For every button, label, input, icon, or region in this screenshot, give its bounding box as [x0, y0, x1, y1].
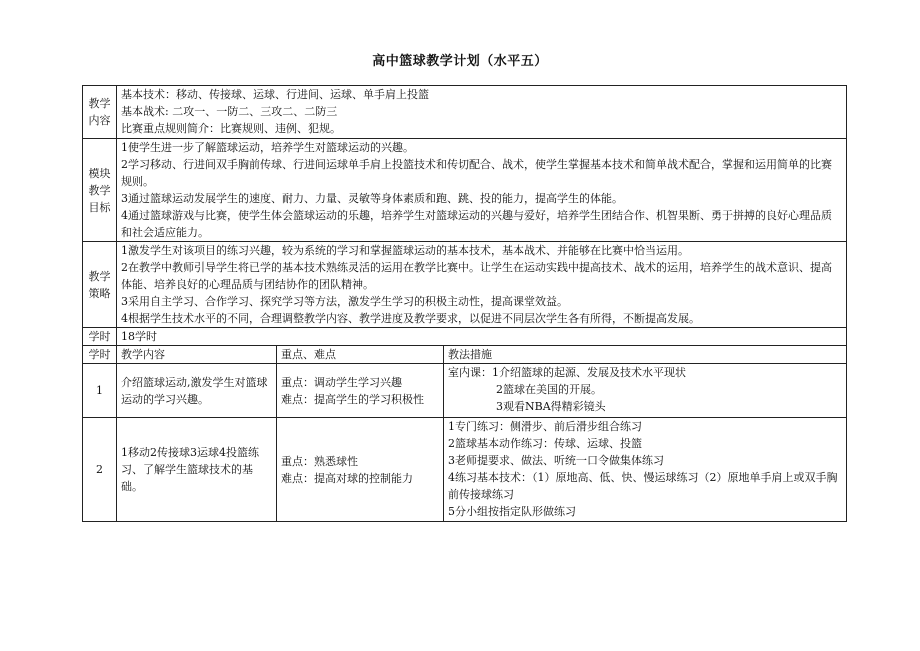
strategy-item: 3采用自主学习、合作学习、探究学习等方法，激发学生学习的积极主动性，提高课堂效益。: [121, 295, 568, 308]
difficulty: 难点：提高学生的学习积极性: [281, 392, 424, 406]
goal-item: 2学习移动、行进间双手胸前传球、行进间运球单手肩上投篮技术和传切配合、战术，使学生掌握基本技术和简单战术配合，掌握和运用简单的比赛规则。: [121, 158, 832, 188]
header-content: 教学内容: [117, 346, 277, 364]
lesson-number: 1: [83, 364, 117, 418]
strategy-item: 2在教学中教师引导学生将已学的基本技术熟练灵活的运用在教学比赛中。让学生在运动实践中提高技术、战术的运用，培养学生的战术意识、提高体能、培养良好的心理品质与团结协作的团队精神。: [121, 261, 832, 291]
goal-item: 4通过篮球游戏与比赛，使学生体会篮球运动的乐趣，培养学生对篮球运动的兴趣与爱好，培养学生团结合作、机智果断、勇于拼搏的良好心理品质和社会适应能力。: [121, 209, 832, 239]
content-label: 教学 内容: [83, 86, 117, 139]
strategy-label: 教学 策略: [83, 242, 117, 328]
goals-cell: [117, 139, 847, 242]
content-cell: [117, 86, 847, 139]
lesson-methods: [444, 364, 847, 418]
method-item: 4练习基本技术：（1）原地高、低、快、慢运球练习（2）原地单手肩上或双手胸前传接球练习: [448, 471, 838, 501]
method-item: 2篮球基本动作练习：传球、运球、投篮: [448, 437, 642, 450]
lesson-header-row: [83, 346, 847, 364]
header-methods: 教法措施: [444, 346, 847, 364]
hours-label: 学时: [83, 328, 117, 346]
method-item: 2篮球在美国的开展。: [496, 383, 602, 396]
key-point: 重点：调动学生学习兴趣: [281, 375, 402, 389]
teaching-plan-table: [82, 85, 847, 522]
method-item: 室内课：1介绍篮球的起源、发展及技术水平现状: [448, 366, 686, 379]
lesson-number: 2: [83, 418, 117, 522]
header-hours: 学时: [83, 346, 117, 364]
hours-value: 18学时: [117, 328, 847, 346]
lesson-key-points: [277, 418, 444, 522]
lesson-methods: [444, 418, 847, 522]
strategy-row: [83, 242, 847, 328]
strategy-item: 1激发学生对该项目的练习兴趣，较为系统的学习和掌握篮球运动的基本技术，基本战术、并能够在比赛中恰当运用。: [121, 244, 689, 257]
strategy-cell: [117, 242, 847, 328]
hours-row: [83, 328, 847, 346]
difficulty: 难点：提高对球的控制能力: [281, 471, 413, 485]
lesson-key-points: [277, 364, 444, 418]
method-item: 3观看NBA得精彩镜头: [496, 400, 606, 413]
goal-item: 1使学生进一步了解篮球运动，培养学生对篮球运动的兴趣。: [121, 141, 414, 154]
key-point: 重点：熟悉球性: [281, 454, 358, 468]
content-row: [83, 86, 847, 139]
header-key-points: 重点、难点: [277, 346, 444, 364]
method-item: 5分小组按指定队形做练习: [448, 505, 576, 518]
method-item: 1专门练习：侧滑步、前后滑步组合练习: [448, 420, 642, 433]
document-title: 高中篮球教学计划（水平五）: [372, 54, 548, 69]
lesson-row: [83, 418, 847, 522]
goal-item: 3通过篮球运动发展学生的速度、耐力、力量、灵敏等身体素质和跑、跳、投的能力，提高学生的体能。: [121, 192, 623, 205]
goals-label: 模块 教学 目标: [83, 139, 117, 242]
method-item: 3老师提要求、做法、听统一口令做集体练习: [448, 454, 664, 467]
content-line: 基本战术: 二攻一、一防二、三攻二、二防三: [121, 105, 338, 118]
lesson-row: [83, 364, 847, 418]
content-line: 比赛重点规则简介：比赛规则、违例、犯规。: [121, 122, 341, 135]
content-line: 基本技术：移动、传接球、运球、行进间、运球、单手肩上投篮: [121, 88, 429, 101]
goals-row: [83, 139, 847, 242]
strategy-item: 4根据学生技术水平的不同，合理调整教学内容、教学进度及教学要求，以促进不同层次学生各有所得，不断提高发展。: [121, 312, 700, 325]
lesson-content: 介绍篮球运动,激发学生对篮球运动的学习兴趣。: [117, 364, 277, 418]
lesson-content: 1移动2传接球3运球4投篮练习、了解学生篮球技术的基础。: [117, 418, 277, 522]
